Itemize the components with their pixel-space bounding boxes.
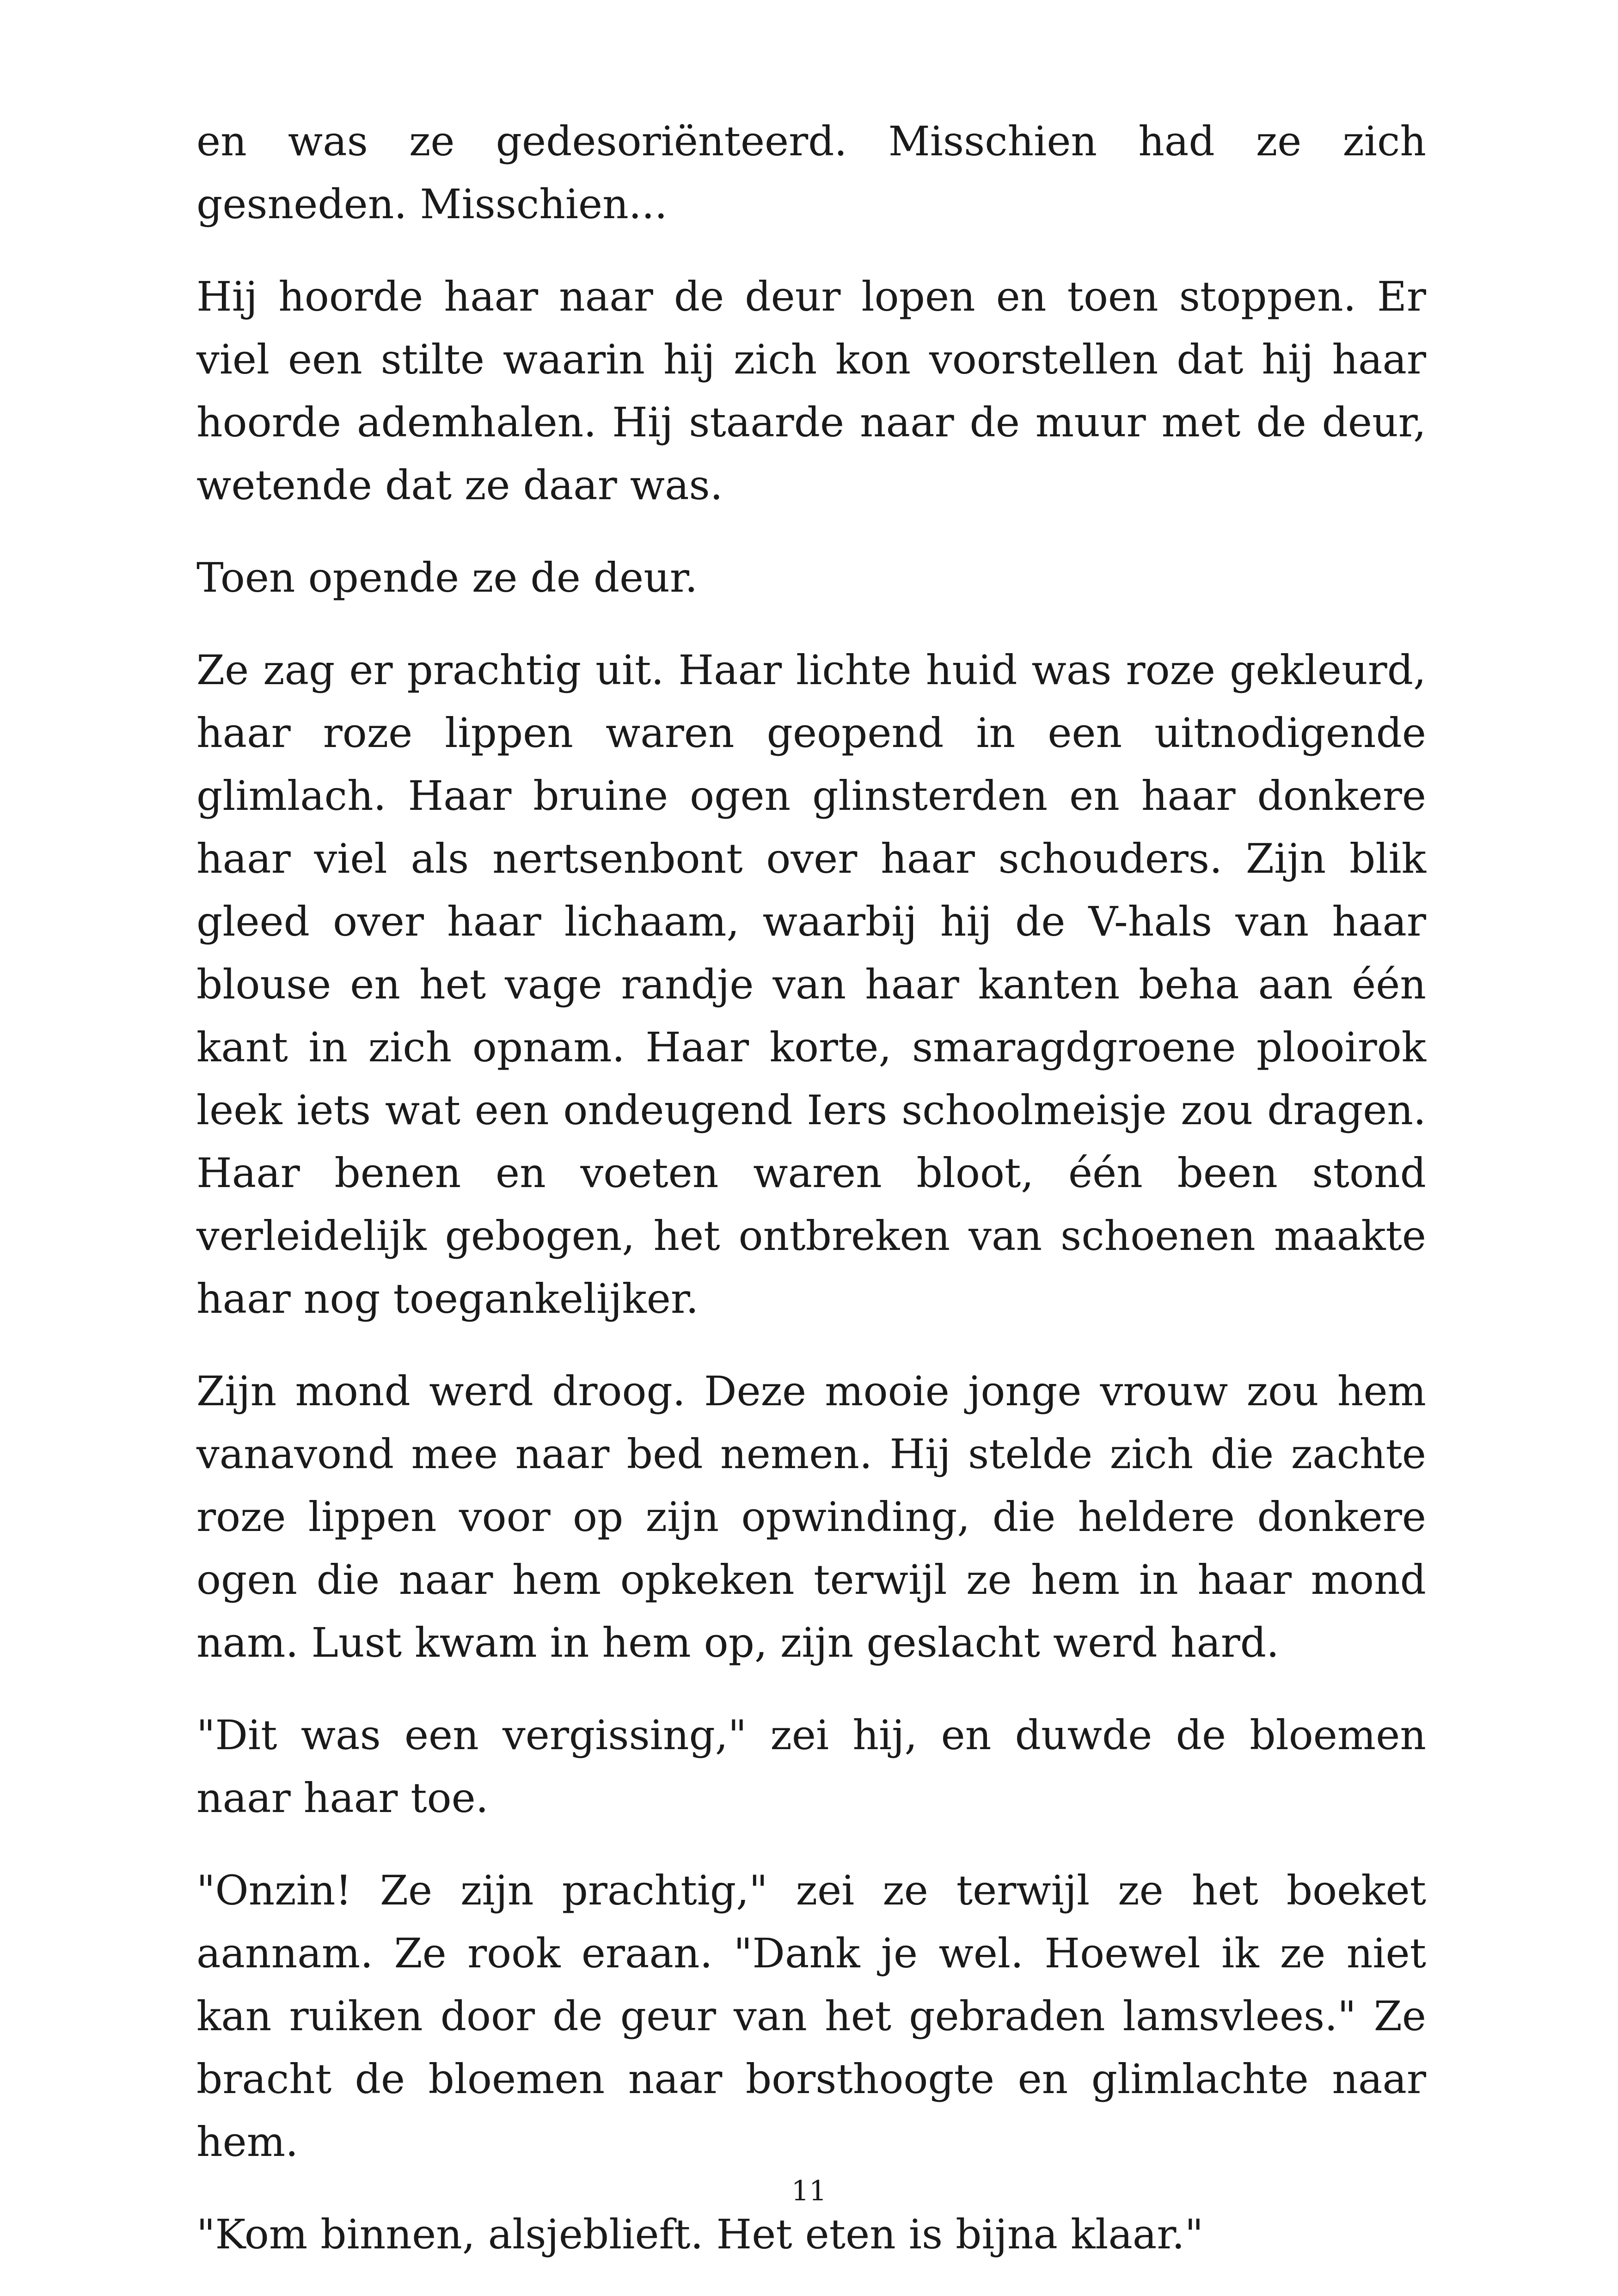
paragraph: Ze zag er prachtig uit. Haar lichte huid was roze gekleurd, haar roze lippen waren geopend in een uitnodigende glimlach. Haar bruine ogen glinsterden en haar donkere haar viel als nertsenbont over haar schouders. Zijn blik gleed over haar lichaam, waarbij hij de V-hals van haar blouse en het vage randje van haar kanten beha aan één kant in zich opnam. Haar korte, smaragdgroene plooirok leek iets wat een ondeugend Iers schoolmeisje zou dragen. Haar benen en voeten waren bloot, één been stond verleidelijk gebogen, het ontbreken van schoenen maakte haar nog toegankelijker. <box>196 646 1426 1322</box>
paragraph: Zijn mond werd droog. Deze mooie jonge vrouw zou hem vanavond mee naar bed nemen. Hij stelde zich die zachte roze lippen voor op zijn opwinding, die heldere donkere ogen die naar hem opkeken terwijl ze hem in haar mond nam. Lust kwam in hem op, zijn geslacht werd hard. <box>196 1367 1426 1666</box>
paragraph: en was ze gedesoriënteerd. Misschien had ze zich gesneden. Misschien... <box>196 117 1426 228</box>
paragraph: Hij hoorde haar naar de deur lopen en toen stoppen. Er viel een stilte waarin hij zich kon voorstellen dat hij haar hoorde ademhalen. Hij staarde naar de muur met de deur, wetende dat ze daar was. <box>196 273 1426 509</box>
paragraph: Toen opende ze de deur. <box>196 554 698 601</box>
paragraph: "Dit was een vergissing," zei hij, en duwde de bloemen naar haar toe. <box>196 1711 1426 1822</box>
page-number: 11 <box>791 2175 827 2207</box>
paragraph: "Onzin! Ze zijn prachtig," zei ze terwijl ze het boeket aannam. Ze rook eraan. "Dank je wel. Hoewel ik ze niet kan ruiken door de geur van het gebraden lamsvlees." Ze bracht de bloemen naar borsthoogte en glimlachte naar hem. <box>196 1867 1426 2166</box>
body-text <box>196 110 1426 2296</box>
paragraph: "Kom binnen, alsjeblieft. Het eten is bijna klaar." <box>196 2210 1204 2258</box>
